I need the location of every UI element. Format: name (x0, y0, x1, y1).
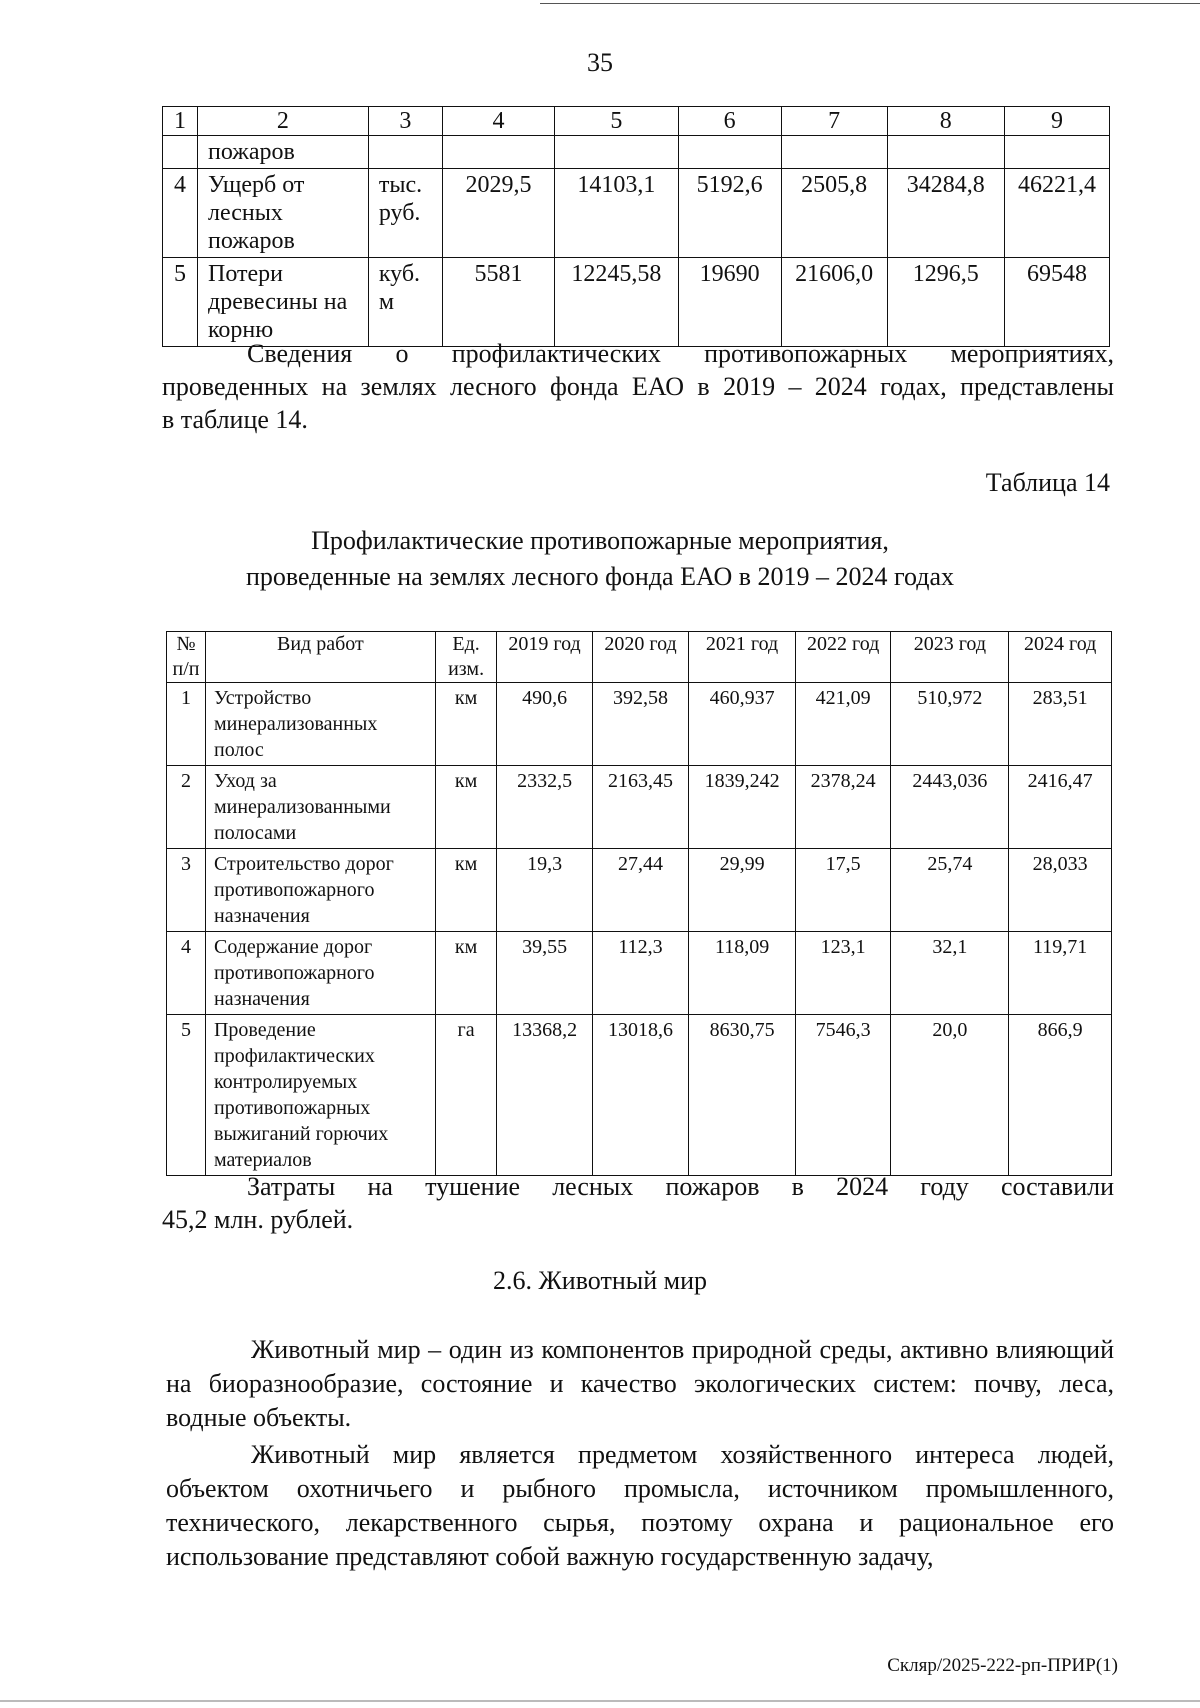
cell-value: 13368,2 (497, 1015, 592, 1176)
header-cell: 2023 год (891, 632, 1009, 683)
header-cell: 7 (781, 107, 887, 136)
cell-work-type: Уход за минерализованными полосами (205, 766, 435, 849)
header-cell: Вид работ (205, 632, 435, 683)
table-label: Таблица 14 (985, 468, 1110, 497)
cell-value: 460,937 (689, 683, 796, 766)
cell-num: 2 (167, 766, 206, 849)
cell-value: 27,44 (592, 849, 688, 932)
cell-value: 1839,242 (689, 766, 796, 849)
cell-value (442, 136, 554, 169)
table-header-row (163, 107, 1110, 136)
cell-value: 28,033 (1009, 849, 1112, 932)
cell-value: 19690 (678, 258, 781, 347)
cell-num (163, 136, 198, 169)
caption-line: Профилактические противопожарные мероприятия, (311, 526, 889, 555)
cell-value (555, 136, 679, 169)
cell-value: 39,55 (497, 932, 592, 1015)
cell-label: Потери древесины на корню (197, 258, 368, 347)
cell-value: 2332,5 (497, 766, 592, 849)
cell-value: 866,9 (1009, 1015, 1112, 1176)
header-cell: 4 (442, 107, 554, 136)
table-13-continuation (162, 106, 1110, 347)
cell-unit: га (435, 1015, 497, 1176)
cell-label: пожаров (197, 136, 368, 169)
cell-num: 4 (163, 169, 198, 258)
paragraph-costs (162, 1170, 1114, 1236)
cell-value: 5192,6 (678, 169, 781, 258)
cell-value: 123,1 (795, 932, 890, 1015)
document-code: Скляр/2025-222-рп-ПРИР(1) (887, 1655, 1118, 1676)
table-14 (166, 631, 1112, 1176)
cell-value: 29,99 (689, 849, 796, 932)
paragraph-line: проведенных на землях лесного фонда ЕАО в 2019 – 2024 годах, представлены (162, 372, 1114, 401)
table-caption (0, 523, 1200, 595)
cell-unit: км (435, 683, 497, 766)
header-cell: 2024 год (1009, 632, 1112, 683)
section-heading: 2.6. Животный мир (493, 1266, 707, 1295)
top-edge-line (540, 3, 1200, 4)
header-cell: 2022 год (795, 632, 890, 683)
header-cell: 2021 год (689, 632, 796, 683)
cell-value: 34284,8 (887, 169, 1004, 258)
cell-value (1004, 136, 1109, 169)
cell-value: 69548 (1004, 258, 1109, 347)
cell-value: 2029,5 (442, 169, 554, 258)
table-row (163, 258, 1110, 347)
cell-value: 2163,45 (592, 766, 688, 849)
cell-unit: куб. м (368, 258, 442, 347)
caption-line: проведенные на землях лесного фонда ЕАО в 2019 – 2024 годах (245, 562, 955, 591)
header-cell: 9 (1004, 107, 1109, 136)
table-row (163, 136, 1110, 169)
cell-num: 5 (167, 1015, 206, 1176)
cell-value: 25,74 (891, 849, 1009, 932)
paragraph-line: 45,2 млн. рублей. (162, 1205, 354, 1234)
cell-value: 32,1 (891, 932, 1009, 1015)
paragraph-line: в таблице 14. (162, 405, 308, 434)
cell-value: 392,58 (592, 683, 688, 766)
cell-work-type: Проведение профилактических контролируемых противопожарных выжиганий горючих материалов (205, 1015, 435, 1176)
table-row (167, 766, 1112, 849)
table-row (167, 849, 1112, 932)
cell-value: 1296,5 (887, 258, 1004, 347)
bottom-edge-line (0, 1700, 1200, 1702)
table-row (167, 932, 1112, 1015)
cell-value (678, 136, 781, 169)
cell-value: 510,972 (891, 683, 1009, 766)
cell-unit: км (435, 849, 497, 932)
paragraph-line: Сведения о профилактических противопожарных мероприятиях, (247, 339, 1114, 368)
cell-unit: км (435, 932, 497, 1015)
cell-label: Ущерб от лесных пожаров (197, 169, 368, 258)
cell-value: 20,0 (891, 1015, 1009, 1176)
paragraph-line: Затраты на тушение лесных пожаров в 2024 году составили (247, 1172, 1114, 1201)
cell-value: 12245,58 (555, 258, 679, 347)
header-cell: 1 (163, 107, 198, 136)
header-cell: 2 (197, 107, 368, 136)
header-cell: № п/п (167, 632, 206, 683)
header-cell: 2019 год (497, 632, 592, 683)
cell-value: 14103,1 (555, 169, 679, 258)
paragraph-fauna-1: Животный мир – один из компонентов природной среды, активно влияющий на биоразнообразие, состояние и качество экологических систем: почву, леса, водные объекты. (166, 1335, 1114, 1432)
cell-work-type: Строительство дорог противопожарного назначения (205, 849, 435, 932)
cell-num: 1 (167, 683, 206, 766)
header-cell: Ед. изм. (435, 632, 497, 683)
cell-value: 17,5 (795, 849, 890, 932)
header-cell: 8 (887, 107, 1004, 136)
cell-work-type: Устройство минерализованных полос (205, 683, 435, 766)
cell-value: 118,09 (689, 932, 796, 1015)
table-row (167, 1015, 1112, 1176)
cell-value: 19,3 (497, 849, 592, 932)
header-cell: 3 (368, 107, 442, 136)
cell-value: 112,3 (592, 932, 688, 1015)
cell-value: 283,51 (1009, 683, 1112, 766)
paragraph-intro-table14 (162, 337, 1114, 436)
cell-value: 21606,0 (781, 258, 887, 347)
cell-value: 7546,3 (795, 1015, 890, 1176)
cell-value: 2416,47 (1009, 766, 1112, 849)
cell-value: 2378,24 (795, 766, 890, 849)
header-cell: 5 (555, 107, 679, 136)
cell-unit: тыс. руб. (368, 169, 442, 258)
cell-value: 2505,8 (781, 169, 887, 258)
page-number: 35 (587, 48, 613, 77)
cell-work-type: Содержание дорог противопожарного назначения (205, 932, 435, 1015)
cell-unit (368, 136, 442, 169)
cell-value: 421,09 (795, 683, 890, 766)
cell-value: 8630,75 (689, 1015, 796, 1176)
cell-value: 119,71 (1009, 932, 1112, 1015)
cell-value: 13018,6 (592, 1015, 688, 1176)
cell-value: 2443,036 (891, 766, 1009, 849)
header-cell: 6 (678, 107, 781, 136)
cell-num: 3 (167, 849, 206, 932)
cell-num: 4 (167, 932, 206, 1015)
cell-value: 490,6 (497, 683, 592, 766)
table-row (163, 169, 1110, 258)
cell-value (887, 136, 1004, 169)
cell-value: 46221,4 (1004, 169, 1109, 258)
table-row (167, 683, 1112, 766)
cell-value: 5581 (442, 258, 554, 347)
cell-num: 5 (163, 258, 198, 347)
header-cell: 2020 год (592, 632, 688, 683)
cell-unit: км (435, 766, 497, 849)
paragraph-fauna-2: Животный мир является предметом хозяйственного интереса людей, объектом охотничьего и рыбного промысла, источником промышленного, технического, лекарственного сырья, поэтому охрана и рациональное его использование представляют собой важную государственную задачу, (166, 1440, 1114, 1571)
cell-value (781, 136, 887, 169)
table-header-row (167, 632, 1112, 683)
